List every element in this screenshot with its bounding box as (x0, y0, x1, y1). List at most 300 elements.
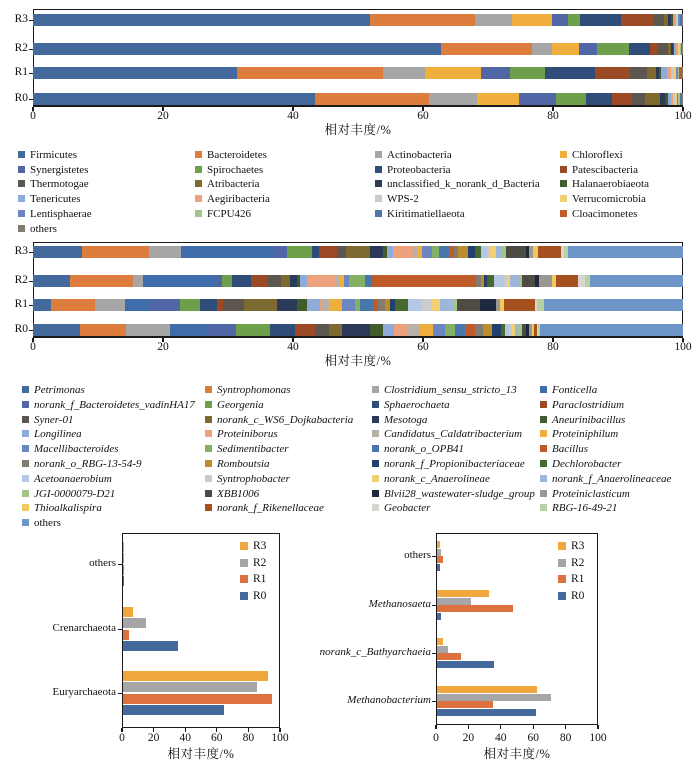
legend-label: Mesotoga (384, 413, 428, 426)
legend-swatch (372, 401, 379, 408)
legend-label: Petrimonas (34, 384, 85, 396)
bar-segment (329, 324, 342, 336)
bar-segment (445, 324, 455, 336)
stacked-bar-R1 (33, 299, 683, 311)
y-tick (29, 99, 33, 100)
legend-swatch (558, 592, 566, 600)
x-tick-label: 80 (547, 110, 559, 122)
legend-swatch (22, 430, 29, 437)
x-tick (500, 725, 501, 729)
bar-segment (370, 14, 475, 26)
bar-segment (222, 275, 232, 287)
grouped-bar-R2 (123, 682, 257, 692)
legend-swatch (22, 401, 29, 408)
grouped-bar-R2 (123, 618, 146, 628)
legend-swatch (18, 151, 25, 158)
y-tick (118, 693, 122, 694)
legend-swatch (540, 475, 547, 482)
legend-swatch (18, 210, 25, 217)
bar-segment (483, 324, 491, 336)
x-tick (533, 725, 534, 729)
row-label-b-R0: R0 (14, 323, 28, 336)
bar-segment (654, 14, 664, 26)
legend-swatch (205, 460, 212, 467)
legend-swatch (240, 592, 248, 600)
x-tick-label: 40 (287, 110, 299, 122)
legend-swatch (22, 386, 29, 393)
grouped-bar-R1 (123, 630, 129, 640)
bar-segment (420, 324, 434, 336)
legend-swatch (560, 210, 567, 217)
bar-segment (544, 299, 683, 311)
legend-swatch (372, 445, 379, 452)
legend-label: Proteiniclasticum (552, 487, 630, 500)
x-tick-label: 40 (495, 732, 507, 744)
bar-segment (468, 246, 475, 258)
legend-label: Dechlorobacter (552, 458, 622, 470)
legend-label: norank_o_RBG-13-54-9 (34, 458, 142, 470)
legend-swatch (205, 504, 212, 511)
bar-segment (629, 43, 650, 55)
bar-segment (180, 299, 200, 311)
bar-segment (556, 275, 579, 287)
bar-segment (346, 246, 370, 258)
legend-swatch (540, 504, 547, 511)
legend-label: Proteobacteria (387, 163, 451, 176)
bar-segment (512, 14, 552, 26)
bar-segment (630, 67, 646, 79)
row-label-a-R0: R0 (14, 92, 28, 105)
bar-segment (33, 14, 370, 26)
bar-segment (540, 324, 683, 336)
legend-label: R2 (571, 556, 585, 569)
legend-label: Proteiniphilum (552, 428, 619, 441)
bar-segment (494, 275, 504, 287)
x-tick (597, 725, 598, 729)
grouped-bar-R2 (123, 553, 124, 563)
grouped-bar-R1 (437, 653, 461, 660)
bar-segment (80, 324, 126, 336)
y-tick (432, 653, 436, 654)
bar-segment (95, 299, 126, 311)
bar-segment (270, 324, 295, 336)
legend-label: norank_f_Bacteroidetes_vadinHA17 (34, 398, 195, 411)
legend-swatch (540, 490, 547, 497)
bar-segment (170, 324, 206, 336)
bar-segment (393, 246, 413, 258)
x-tick-label: 20 (462, 732, 475, 744)
category-label-d: Methanosaeta (368, 598, 431, 610)
grouped-bar-R2 (437, 646, 448, 653)
legend-label: Romboutsia (217, 458, 270, 470)
legend-label: unclassified_k_norank_d_Bacteria (387, 178, 540, 191)
grouped-bar-R0 (437, 564, 440, 571)
panel-a-x-axis-label: 相对丰度/% (324, 123, 392, 137)
category-label-c: Euryarchaeota (52, 686, 116, 698)
legend-label: R0 (571, 589, 585, 602)
legend-swatch (205, 416, 212, 423)
panel-b-x-axis-label: 相对丰度/% (324, 354, 392, 368)
legend-label: Fonticella (552, 384, 598, 396)
legend-swatch (372, 416, 379, 423)
legend-swatch (375, 180, 382, 187)
bar-segment (383, 67, 425, 79)
legend-swatch (558, 559, 566, 567)
bar-segment (595, 67, 631, 79)
legend-label: Actinobacteria (387, 149, 452, 161)
legend-label: Verrucomicrobia (572, 193, 646, 206)
bar-segment (337, 246, 346, 258)
bar-segment (181, 246, 273, 258)
x-tick (468, 725, 469, 729)
bar-segment (657, 43, 668, 55)
bar-segment (33, 324, 80, 336)
legend-label: Thermotogae (30, 178, 89, 191)
legend-swatch (195, 166, 202, 173)
y-tick (432, 605, 436, 606)
bar-segment (556, 93, 586, 105)
bar-segment (425, 67, 480, 79)
bar-segment (295, 324, 315, 336)
legend-swatch (195, 151, 202, 158)
grouped-bar-R2 (437, 598, 471, 605)
bar-segment (133, 275, 142, 287)
legend-swatch (18, 225, 25, 232)
legend-label: Aegiribacteria (207, 193, 270, 206)
legend-swatch (195, 180, 202, 187)
y-tick (29, 252, 33, 253)
y-tick (118, 564, 122, 565)
grouped-bar-R1 (437, 605, 513, 612)
bar-segment (552, 14, 568, 26)
bar-segment (251, 275, 267, 287)
grouped-bar-R0 (437, 613, 441, 620)
legend-label: norank_c_Anaerolineae (384, 472, 490, 485)
grouped-bar-R3 (123, 542, 124, 552)
grouped-bar-R0 (437, 709, 536, 716)
panel-c-x-axis-label: 相对丰度/% (167, 747, 235, 761)
legend-label: Atribacteria (207, 178, 260, 191)
category-label-c: others (89, 557, 116, 569)
stacked-bar-R0 (33, 93, 683, 105)
legend-swatch (22, 504, 29, 511)
y-tick (29, 49, 33, 50)
grouped-bar-R3 (437, 590, 489, 597)
legend-swatch (372, 430, 379, 437)
legend-swatch (205, 490, 212, 497)
legend-swatch (560, 195, 567, 202)
legend-swatch (560, 166, 567, 173)
legend-swatch (22, 460, 29, 467)
bar-segment (682, 43, 683, 55)
legend-swatch (195, 210, 202, 217)
x-tick-label: 0 (30, 110, 36, 122)
legend-label: Macellibacteroides (34, 443, 119, 456)
x-tick-label: 0 (30, 341, 36, 353)
legend-label: others (34, 517, 61, 530)
bar-segment (682, 67, 683, 79)
row-label-a-R3: R3 (14, 13, 28, 26)
bar-segment (33, 299, 51, 311)
legend-swatch (18, 180, 25, 187)
bar-segment (387, 246, 394, 258)
bar-segment (496, 246, 503, 258)
legend-swatch (560, 151, 567, 158)
x-tick-label: 80 (547, 341, 559, 353)
x-tick-label: 40 (287, 341, 299, 353)
stacked-bar-R2 (33, 43, 683, 55)
x-tick (565, 725, 566, 729)
legend-label: R1 (253, 573, 267, 586)
bar-segment (268, 275, 281, 287)
bar-segment (51, 299, 95, 311)
stacked-bar-R1 (33, 67, 683, 79)
bar-segment (433, 324, 445, 336)
x-tick-label: 80 (242, 732, 255, 744)
grouped-bar-R2 (437, 549, 441, 556)
legend-label: Proteiniborus (217, 428, 278, 441)
y-tick (432, 556, 436, 557)
legend-label: Syntrophobacter (217, 472, 290, 485)
y-tick (29, 330, 33, 331)
grouped-bar-R0 (437, 661, 494, 668)
bar-segment (342, 324, 370, 336)
legend-swatch (205, 475, 212, 482)
bar-segment (477, 93, 519, 105)
bar-segment (395, 299, 408, 311)
x-tick-label: 0 (119, 732, 125, 744)
bar-segment (383, 324, 394, 336)
bar-segment (70, 275, 133, 287)
bar-segment (455, 324, 465, 336)
x-tick-label: 20 (157, 110, 169, 122)
grouped-bar-R3 (123, 671, 268, 681)
bar-segment (647, 67, 656, 79)
grouped-bar-R0 (123, 641, 178, 651)
y-tick (29, 281, 33, 282)
legend-swatch (558, 542, 566, 550)
bar-segment (315, 324, 329, 336)
x-tick-label: 80 (559, 732, 572, 744)
bar-segment (237, 67, 383, 79)
bar-segment (579, 43, 597, 55)
x-tick-label: 20 (157, 341, 169, 353)
bar-segment (645, 93, 659, 105)
legend-label: R3 (571, 540, 585, 552)
bar-segment (82, 246, 149, 258)
y-tick (29, 20, 33, 21)
legend-swatch (372, 504, 379, 511)
legend-swatch (22, 519, 29, 526)
legend-label: Thioalkalispira (34, 502, 102, 515)
legend-label: R1 (571, 573, 585, 586)
bar-segment (342, 299, 355, 311)
y-tick (29, 73, 33, 74)
legend-label: Spirochaetes (207, 163, 264, 176)
x-tick-label: 100 (589, 732, 607, 744)
bar-segment (519, 93, 556, 105)
bar-segment (307, 275, 336, 287)
legend-label: Aneurinibacillus (552, 413, 626, 426)
grouped-bar-R1 (123, 694, 272, 704)
bar-segment (504, 299, 535, 311)
bar-segment (492, 324, 502, 336)
x-tick-label: 60 (211, 732, 223, 744)
legend-swatch (22, 416, 29, 423)
x-tick-label: 0 (433, 732, 439, 744)
legend-swatch (540, 386, 547, 393)
grouped-bar-R3 (437, 638, 443, 645)
grouped-bar-R1 (123, 565, 124, 575)
bar-segment (287, 246, 313, 258)
legend-swatch (372, 490, 379, 497)
bar-segment (429, 93, 478, 105)
legend-swatch (205, 430, 212, 437)
legend-swatch (375, 195, 382, 202)
y-tick (29, 305, 33, 306)
bar-segment (33, 275, 70, 287)
legend-swatch (18, 195, 25, 202)
grouped-bar-R3 (437, 541, 440, 548)
legend-swatch (375, 210, 382, 217)
x-tick-label: 100 (674, 110, 692, 122)
bar-segment (522, 275, 535, 287)
bar-segment (33, 93, 315, 105)
bar-segment (568, 14, 580, 26)
bar-segment (232, 275, 252, 287)
bar-segment (539, 275, 552, 287)
legend-label: norank_c_WS6_Dojkabacteria (217, 413, 354, 426)
legend-swatch (240, 542, 248, 550)
legend-label: norank_f_Rikenellaceae (217, 502, 324, 515)
x-tick-label: 60 (417, 110, 429, 122)
x-tick-label: 60 (527, 732, 539, 744)
bar-segment (475, 14, 512, 26)
bar-segment (149, 246, 181, 258)
bar-segment (33, 67, 237, 79)
bar-segment (545, 67, 594, 79)
legend-label: Sphaerochaeta (384, 398, 450, 411)
bar-segment (682, 14, 683, 26)
legend-label: Georgenia (217, 398, 264, 411)
legend-label: Bacillus (552, 443, 589, 456)
legend-swatch (372, 475, 379, 482)
bar-segment (612, 93, 633, 105)
stacked-bar-R3 (33, 14, 683, 26)
bar-segment (370, 324, 384, 336)
x-tick (435, 725, 436, 729)
bar-segment (632, 93, 645, 105)
row-label-a-R1: R1 (14, 66, 28, 79)
bar-segment (480, 299, 496, 311)
legend-label: Paraclostridium (552, 398, 625, 411)
legend-label: Cloacimonetes (572, 207, 638, 220)
grouped-bar-R0 (123, 705, 224, 715)
legend-swatch (372, 386, 379, 393)
bar-segment (552, 43, 579, 55)
legend-label: Halanaerobiaeota (572, 178, 649, 191)
stacked-bar-R2 (33, 275, 683, 287)
bar-segment (126, 324, 170, 336)
legend-swatch (375, 151, 382, 158)
bar-segment (319, 246, 337, 258)
bar-segment (244, 299, 277, 311)
bar-segment (510, 67, 546, 79)
grouped-bar-R3 (437, 686, 537, 693)
legend-label: Sedimentibacter (217, 443, 289, 456)
bar-segment (407, 324, 420, 336)
bar-segment (394, 324, 406, 336)
legend-swatch (22, 475, 29, 482)
x-tick-label: 100 (271, 732, 289, 744)
category-label-c: Crenarchaeota (52, 622, 116, 634)
legend-label: Geobacter (384, 502, 431, 515)
legend-label: Firmicutes (30, 149, 78, 161)
bar-segment (432, 246, 439, 258)
bar-segment (457, 299, 480, 311)
bar-segment (207, 324, 237, 336)
legend-swatch (540, 401, 547, 408)
legend-label: others (30, 222, 57, 235)
grouped-bar-R1 (437, 701, 493, 708)
bar-segment (236, 324, 269, 336)
row-label-a-R2: R2 (14, 42, 28, 55)
bar-segment (200, 299, 217, 311)
bar-segment (349, 275, 365, 287)
legend-label: Bacteroidetes (207, 149, 267, 161)
row-label-b-R2: R2 (14, 274, 28, 287)
grouped-bar-R1 (437, 556, 443, 563)
bar-segment (315, 93, 429, 105)
bar-segment (431, 299, 441, 311)
legend-label: Tenericutes (30, 193, 81, 206)
stacked-bar-R0 (33, 324, 683, 336)
bar-segment (143, 275, 216, 287)
bar-segment (538, 246, 562, 258)
bar-segment (621, 14, 654, 26)
legend-swatch (205, 445, 212, 452)
bar-segment (475, 246, 482, 258)
bar-segment (510, 275, 520, 287)
legend-swatch (372, 460, 379, 467)
bar-segment (370, 246, 383, 258)
bar-segment (273, 246, 286, 258)
legend-label: Patescibacteria (572, 163, 638, 176)
bar-segment (277, 299, 297, 311)
legend-label: WPS-2 (387, 193, 419, 206)
bar-segment (682, 93, 683, 105)
bar-segment (597, 43, 629, 55)
bar-segment (408, 299, 421, 311)
category-label-d: Methanobacterium (347, 694, 431, 706)
bar-segment (223, 299, 244, 311)
legend-swatch (18, 166, 25, 173)
grouped-bar-R2 (437, 694, 551, 701)
bar-segment (465, 324, 475, 336)
legend-label: Candidatus_Caldatribacterium (384, 428, 523, 441)
legend-label: norank_f_Anaerolineaceae (552, 472, 672, 485)
legend-label: Lentisphaerae (30, 207, 92, 220)
bar-segment (33, 246, 82, 258)
legend-label: Clostridium_sensu_stricto_13 (384, 384, 517, 396)
legend-label: Synergistetes (30, 163, 89, 176)
bar-segment (439, 246, 449, 258)
legend-label: FCPU426 (207, 207, 252, 220)
legend-label: Longilinea (34, 428, 82, 441)
grouped-bar-R0 (123, 576, 124, 586)
bar-segment (458, 246, 468, 258)
legend-label: norank_f_Propionibacteriaceae (384, 458, 525, 470)
